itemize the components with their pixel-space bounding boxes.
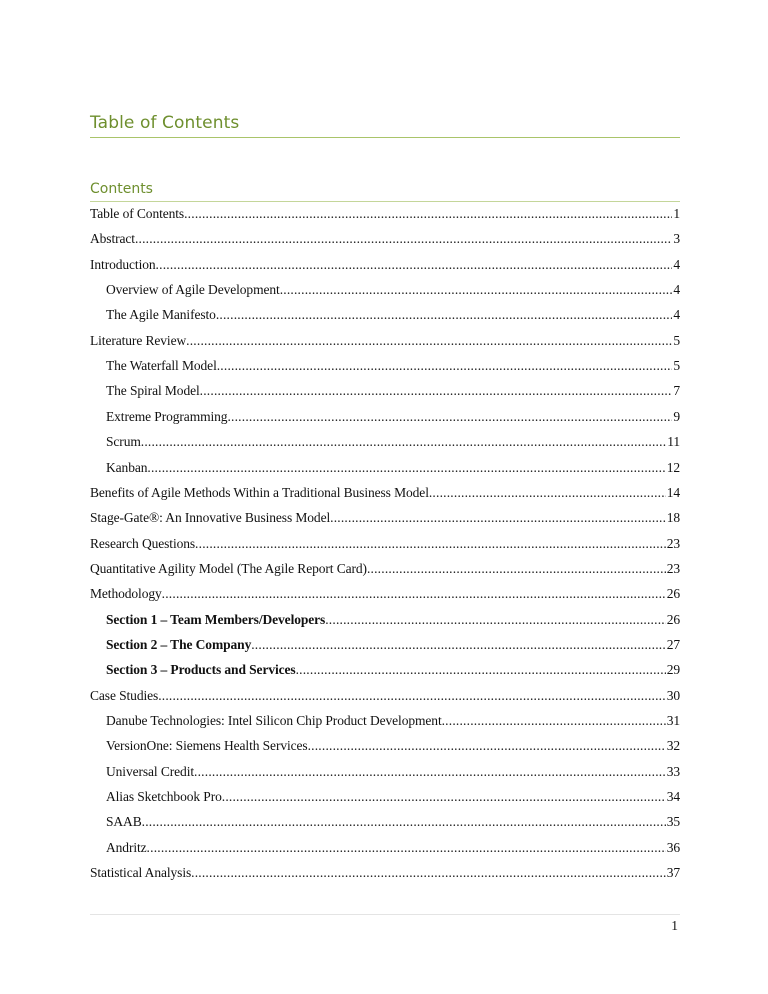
toc-entry-page-number: 29 — [666, 662, 680, 678]
toc-dot-leader — [142, 814, 666, 830]
toc-entry-page-number: 5 — [673, 332, 680, 348]
toc-entry[interactable] — [106, 764, 680, 784]
toc-dot-leader — [135, 231, 672, 247]
toc-dot-leader — [200, 383, 673, 399]
toc-entry-label: The Waterfall Model — [106, 358, 217, 374]
toc-entry-page-number: 30 — [666, 687, 680, 703]
toc-entry-page-number: 9 — [673, 408, 680, 424]
toc-entry-label: Universal Credit — [106, 763, 195, 779]
toc-entry-label: Section 2 – The Company — [106, 636, 252, 652]
toc-entry-page-number: 1 — [673, 206, 680, 221]
toc-entry-page-number: 18 — [666, 510, 680, 526]
toc-entry[interactable] — [106, 358, 680, 378]
toc-entry-page-number: 34 — [666, 789, 680, 805]
toc-entry-label: Statistical Analysis — [90, 865, 192, 881]
toc-entry[interactable] — [90, 536, 680, 556]
toc-dot-leader — [227, 409, 672, 425]
toc-dot-leader — [195, 536, 666, 552]
toc-entry[interactable] — [90, 865, 680, 885]
toc-entry-page-number: 5 — [673, 358, 680, 374]
toc-entry-label: Section 1 – Team Members/Developers — [106, 611, 326, 627]
toc-entry-page-number: 33 — [666, 763, 680, 779]
toc-entry-page-number: 4 — [673, 282, 680, 298]
toc-entry-label: Quantitative Agility Model (The Agile Report Card) — [90, 560, 367, 576]
toc-heading: Contents — [90, 181, 153, 197]
toc-dot-leader — [367, 561, 666, 577]
toc-entry[interactable] — [90, 206, 680, 226]
toc-dot-leader — [184, 206, 672, 222]
toc-entry-page-number: 26 — [666, 611, 680, 627]
toc-entry-page-number: 12 — [666, 459, 680, 475]
toc-entry[interactable] — [106, 409, 680, 429]
toc-entry[interactable] — [106, 460, 680, 480]
toc-entry[interactable] — [90, 586, 680, 606]
toc-entry-label: Methodology — [90, 586, 162, 602]
toc-entry[interactable] — [90, 231, 680, 251]
toc-entry[interactable] — [106, 307, 680, 327]
title-divider — [90, 137, 680, 138]
toc-dot-leader — [147, 840, 666, 856]
toc-entry-label: Danube Technologies: Intel Silicon Chip Product Development — [106, 713, 442, 728]
toc-entry-page-number: 23 — [666, 535, 680, 551]
toc-dot-leader — [216, 307, 673, 323]
toc-entry[interactable] — [106, 789, 680, 809]
toc-entry-page-number: 35 — [666, 814, 680, 830]
page-number: 1 — [671, 918, 678, 933]
toc-entry-page-number: 11 — [667, 434, 680, 450]
toc-entry[interactable] — [106, 814, 680, 834]
toc-entry-label: The Spiral Model — [106, 383, 200, 399]
toc-dot-leader — [308, 738, 666, 754]
toc-dot-leader — [191, 865, 666, 881]
toc-entry[interactable] — [90, 333, 680, 353]
toc-entry-label: Introduction — [90, 256, 156, 272]
toc-dot-leader — [194, 764, 666, 780]
toc-entry-page-number: 32 — [666, 738, 680, 754]
toc-dot-leader — [325, 612, 665, 628]
toc-entry-page-number: 4 — [673, 256, 680, 272]
toc-dot-leader — [186, 333, 672, 349]
toc-entry-page-number: 36 — [666, 839, 680, 855]
toc-dot-leader — [162, 586, 666, 602]
toc-entry-page-number: 4 — [673, 307, 680, 323]
toc-dot-leader — [156, 257, 673, 273]
toc-entry-label: Scrum — [106, 434, 141, 450]
toc-entry-label: Section 3 – Products and Services — [106, 662, 296, 678]
toc-entry[interactable] — [106, 840, 680, 860]
toc-entry-page-number: 7 — [673, 383, 680, 399]
toc-entry-label: Extreme Programming — [106, 408, 228, 424]
toc-entry-label: Table of Contents — [90, 206, 185, 221]
page-title: Table of Contents — [90, 113, 240, 133]
toc-dot-leader — [222, 789, 666, 805]
toc-entry-label: VersionOne: Siemens Health Services — [106, 738, 308, 754]
toc-dot-leader — [147, 460, 665, 476]
toc-dot-leader — [429, 485, 666, 501]
toc-entry-label: Alias Sketchbook Pro — [106, 789, 222, 805]
toc-entry[interactable] — [90, 688, 680, 708]
toc-entry[interactable] — [90, 561, 680, 581]
toc-entry-page-number: 31 — [666, 713, 680, 728]
toc-entry-page-number: 14 — [666, 484, 680, 500]
toc-entry[interactable] — [90, 257, 680, 277]
toc-entry-page-number: 23 — [666, 560, 680, 576]
toc-dot-leader — [217, 358, 673, 374]
toc-entry-label: Andritz — [106, 839, 147, 855]
toc-dot-leader — [280, 282, 673, 298]
toc-entry[interactable] — [106, 738, 680, 758]
toc-entry-label: Overview of Agile Development — [106, 282, 280, 298]
toc-entry[interactable] — [90, 510, 680, 530]
toc-heading-divider — [90, 201, 680, 202]
toc-entry[interactable] — [106, 434, 680, 454]
toc-dot-leader — [442, 713, 666, 729]
toc-dot-leader — [141, 434, 666, 450]
toc-entry-label: Abstract — [90, 231, 135, 247]
toc-entry[interactable] — [106, 662, 680, 682]
toc-entry[interactable] — [106, 713, 680, 733]
toc-entry[interactable] — [106, 383, 680, 403]
toc-dot-leader — [296, 662, 666, 678]
toc-dot-leader — [158, 688, 666, 704]
toc-entry[interactable] — [106, 282, 680, 302]
toc-dot-leader — [251, 637, 665, 653]
toc-entry-label: Research Questions — [90, 535, 196, 551]
toc-entry-page-number: 37 — [666, 865, 680, 881]
toc-entry-label: Literature Review — [90, 332, 187, 348]
footer-divider — [90, 914, 680, 915]
toc-entry-label: Stage-Gate®: An Innovative Business Model — [90, 510, 331, 526]
toc-entry[interactable] — [106, 637, 680, 657]
toc-entry-page-number: 27 — [666, 636, 680, 652]
toc-entry[interactable] — [106, 612, 680, 632]
toc-entry-label: Benefits of Agile Methods Within a Traditional Business Model — [90, 484, 429, 500]
toc-dot-leader — [330, 510, 666, 526]
toc-entry-label: Kanban — [106, 459, 148, 475]
toc-entry-label: SAAB — [106, 814, 142, 830]
toc-entry-label: The Agile Manifesto — [106, 307, 216, 323]
toc-entry-label: Case Studies — [90, 687, 159, 703]
toc-entry[interactable] — [90, 485, 680, 505]
toc-entry-page-number: 26 — [666, 586, 680, 602]
toc-entry-page-number: 3 — [673, 231, 680, 247]
